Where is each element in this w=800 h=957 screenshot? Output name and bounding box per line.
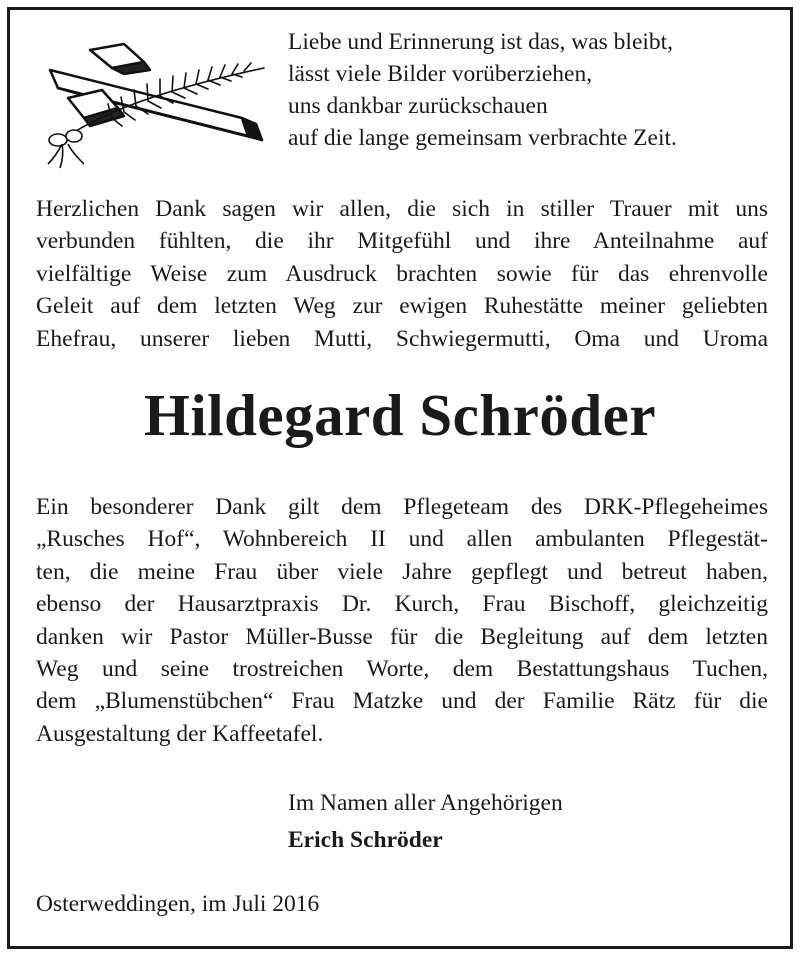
thanks-line: Herzlichen Dank sagen wir allen, die sich in stiller Trauer mit uns [36, 196, 768, 222]
special-thanks-line: „Rusches Hof“, Wohnbereich II und allen ambulanten Pflegestät- [36, 526, 768, 553]
poem-line: uns dankbar zurückschauen [288, 93, 548, 119]
deceased-name: Hildegard Schröder [143, 382, 657, 448]
special-thanks-line: ebenso der Hausarztpraxis Dr. Kurch, Frau Bischoff, gleichzeitig [36, 591, 768, 618]
poem-line: Liebe und Erinnerung ist das, was bleibt, [288, 29, 674, 55]
signature-name: Erich Schröder [288, 827, 443, 853]
special-thanks-line: danken wir Pastor Müller-Busse für die Begleitung auf dem letzten [36, 623, 768, 650]
special-thanks-line: ten, die meine Frau über viele Jahre gepflegt und betreut haben, [36, 558, 768, 585]
thanks-line: Ehefrau, unserer lieben Mutti, Schwiegermutti, Oma und Uroma [36, 325, 768, 352]
thanks-line: verbunden fühlten, die ihr Mitgefühl und ihre Anteilnahme auf [36, 228, 768, 255]
signature-intro: Im Namen aller Angehörigen [288, 790, 563, 816]
poem-line: lässt viele Bilder vorüberziehen, [288, 61, 593, 87]
special-thanks-line: Ein besonderer Dank gilt dem Pflegeteam des DRK-Pflegeheimes [36, 494, 768, 520]
place-date: Osterweddingen, im Juli 2016 [36, 891, 320, 917]
special-thanks-line: Ausgestaltung der Kaffeetafel. [36, 720, 324, 747]
thanks-paragraph [36, 193, 768, 355]
special-thanks-line: dem „Blumenstübchen“ Frau Matzke und der Familie Rätz für die [36, 688, 768, 715]
cross-with-palm-branch-icon [32, 40, 268, 170]
special-thanks-paragraph [36, 491, 768, 750]
poem-line: auf die lange gemeinsam verbrachte Zeit. [288, 125, 677, 151]
thanks-line: vielfältige Weise zum Ausdruck brachten sowie für das ehrenvolle [36, 260, 768, 287]
special-thanks-line: Weg und seine trostreichen Worte, dem Bestattungshaus Tuchen, [36, 656, 768, 683]
poem [288, 26, 677, 154]
thanks-line: Geleit auf dem letzten Weg zur ewigen Ruhestätte meiner geliebten [36, 293, 768, 320]
